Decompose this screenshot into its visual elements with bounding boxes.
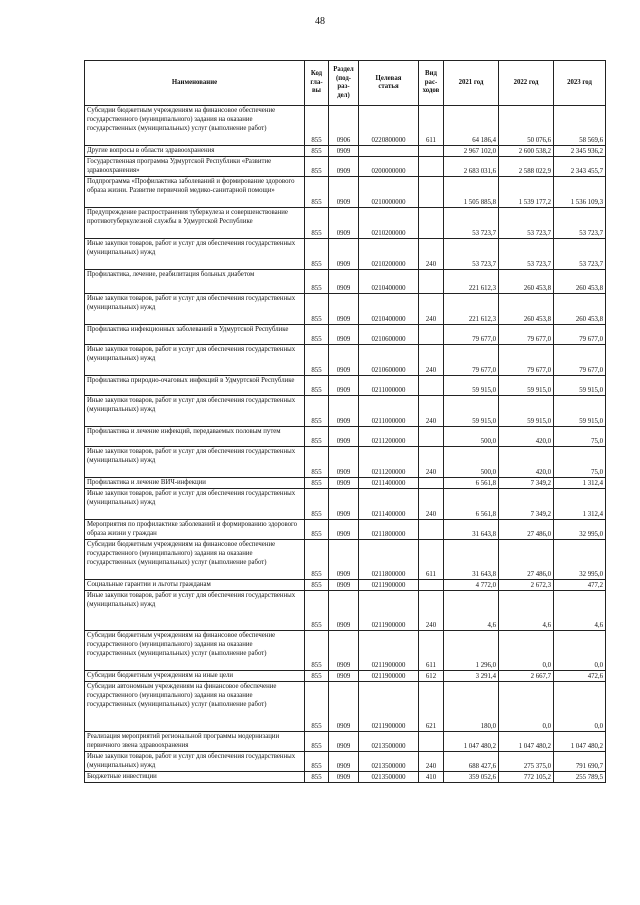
row-name: Субсидии бюджетным учреждениям на финансовое обеспечение государственного (муниципального) задания на оказание государственных (муниципальных) услуг (выполнение работ) — [85, 540, 305, 580]
row-target-article: 0210200000 — [359, 239, 419, 270]
row-amount-2022: 1 539 177,2 — [499, 177, 554, 208]
row-amount-2021: 180,0 — [444, 682, 499, 732]
row-target-article: 0211400000 — [359, 478, 419, 489]
row-amount-2021: 6 561,8 — [444, 478, 499, 489]
row-name: Мероприятия по профилактике заболеваний и формированию здорового образа жизни у граждан — [85, 520, 305, 540]
row-target-article: 0210600000 — [359, 325, 419, 345]
row-amount-2022: 50 076,6 — [499, 106, 554, 146]
row-section: 0909 — [329, 772, 359, 783]
row-section: 0909 — [329, 177, 359, 208]
row-amount-2023: 53 723,7 — [554, 239, 606, 270]
table-row — [85, 489, 606, 520]
row-amount-2021: 4 772,0 — [444, 580, 499, 591]
table-row — [85, 396, 606, 427]
row-section: 0909 — [329, 591, 359, 631]
row-name: Реализация мероприятий региональной программы модернизации первичного звена здравоохранения — [85, 732, 305, 752]
row-amount-2021: 31 643,8 — [444, 540, 499, 580]
row-section: 0909 — [329, 732, 359, 752]
row-chapter-code: 855 — [305, 208, 329, 239]
table-row — [85, 682, 606, 732]
row-amount-2022: 79 677,0 — [499, 325, 554, 345]
row-amount-2023: 2 345 936,2 — [554, 146, 606, 157]
page-number: 48 — [315, 16, 325, 27]
row-section: 0909 — [329, 447, 359, 478]
row-name: Профилактика и лечение ВИЧ-инфекции — [85, 478, 305, 489]
table-row — [85, 239, 606, 270]
row-section: 0909 — [329, 325, 359, 345]
row-amount-2022: 7 349,2 — [499, 478, 554, 489]
row-amount-2022: 53 723,7 — [499, 239, 554, 270]
table-row — [85, 447, 606, 478]
row-amount-2023: 1 536 109,3 — [554, 177, 606, 208]
row-amount-2021: 59 915,0 — [444, 376, 499, 396]
row-name: Бюджетные инвестиции — [85, 772, 305, 783]
row-amount-2021: 221 612,3 — [444, 294, 499, 325]
row-amount-2023: 32 995,0 — [554, 540, 606, 580]
row-chapter-code: 855 — [305, 447, 329, 478]
row-name: Профилактика и лечение инфекций, передаваемых половым путем — [85, 427, 305, 447]
table-row — [85, 325, 606, 345]
row-amount-2023: 260 453,8 — [554, 294, 606, 325]
row-name: Субсидии бюджетным учреждениям на финансовое обеспечение государственного (муниципального) задания на оказание государственных (муниципальных) услуг (выполнение работ) — [85, 106, 305, 146]
row-amount-2022: 53 723,7 — [499, 208, 554, 239]
row-section: 0909 — [329, 682, 359, 732]
row-amount-2022: 1 047 480,2 — [499, 732, 554, 752]
row-expense-type — [419, 157, 444, 177]
table-row — [85, 427, 606, 447]
row-name: Субсидии бюджетным учреждениям на финансовое обеспечение государственного (муниципального) задания на оказание государственных (муниципальных) услуг (выполнение работ) — [85, 631, 305, 671]
row-chapter-code: 855 — [305, 270, 329, 294]
header-expense-type: Вид рас- ходов — [419, 61, 444, 106]
row-amount-2023: 2 343 455,7 — [554, 157, 606, 177]
row-chapter-code: 855 — [305, 478, 329, 489]
row-name: Подпрограмма «Профилактика заболеваний и формирование здорового образа жизни. Развитие первичной медико-санитарной помощи» — [85, 177, 305, 208]
row-amount-2021: 59 915,0 — [444, 396, 499, 427]
row-name: Другие вопросы в области здравоохранения — [85, 146, 305, 157]
row-section: 0909 — [329, 270, 359, 294]
row-amount-2023: 0,0 — [554, 682, 606, 732]
row-target-article: 0200000000 — [359, 157, 419, 177]
table-row — [85, 376, 606, 396]
row-target-article: 0213500000 — [359, 752, 419, 772]
row-expense-type: 240 — [419, 239, 444, 270]
row-chapter-code: 855 — [305, 591, 329, 631]
row-amount-2023: 59 915,0 — [554, 376, 606, 396]
row-amount-2022: 2 667,7 — [499, 671, 554, 682]
table-row — [85, 631, 606, 671]
row-section: 0909 — [329, 489, 359, 520]
table-row — [85, 208, 606, 239]
table-row — [85, 772, 606, 783]
row-expense-type: 240 — [419, 447, 444, 478]
table-row — [85, 540, 606, 580]
budget-table — [84, 60, 606, 783]
row-amount-2023: 4,6 — [554, 591, 606, 631]
row-amount-2022: 2 600 538,2 — [499, 146, 554, 157]
row-target-article: 0211200000 — [359, 447, 419, 478]
row-section: 0909 — [329, 427, 359, 447]
row-expense-type: 612 — [419, 671, 444, 682]
row-amount-2023: 1 312,4 — [554, 478, 606, 489]
row-chapter-code: 855 — [305, 294, 329, 325]
header-2022: 2022 год — [499, 61, 554, 106]
row-chapter-code: 855 — [305, 396, 329, 427]
row-section: 0909 — [329, 239, 359, 270]
row-chapter-code: 855 — [305, 631, 329, 671]
row-expense-type — [419, 427, 444, 447]
row-chapter-code: 855 — [305, 376, 329, 396]
row-chapter-code: 855 — [305, 580, 329, 591]
row-amount-2023: 58 569,6 — [554, 106, 606, 146]
row-expense-type — [419, 208, 444, 239]
row-target-article: 0220800000 — [359, 106, 419, 146]
row-target-article: 0211900000 — [359, 671, 419, 682]
row-amount-2021: 79 677,0 — [444, 345, 499, 376]
row-amount-2021: 1 047 480,2 — [444, 732, 499, 752]
row-expense-type: 410 — [419, 772, 444, 783]
row-chapter-code: 855 — [305, 157, 329, 177]
row-name: Иные закупки товаров, работ и услуг для обеспечения государственных (муниципальных) нужд — [85, 239, 305, 270]
row-amount-2022: 59 915,0 — [499, 376, 554, 396]
row-target-article: 0210400000 — [359, 270, 419, 294]
row-chapter-code: 855 — [305, 732, 329, 752]
row-target-article: 0211000000 — [359, 376, 419, 396]
row-amount-2023: 1 047 480,2 — [554, 732, 606, 752]
row-amount-2022: 420,0 — [499, 447, 554, 478]
row-amount-2021: 6 561,8 — [444, 489, 499, 520]
row-expense-type — [419, 580, 444, 591]
table-row — [85, 294, 606, 325]
row-amount-2021: 53 723,7 — [444, 239, 499, 270]
row-amount-2023: 477,2 — [554, 580, 606, 591]
row-chapter-code: 855 — [305, 427, 329, 447]
table-row — [85, 732, 606, 752]
row-name: Субсидии бюджетным учреждениям на иные цели — [85, 671, 305, 682]
row-amount-2022: 420,0 — [499, 427, 554, 447]
row-chapter-code: 855 — [305, 682, 329, 732]
table-header-row — [85, 61, 606, 106]
row-section: 0909 — [329, 580, 359, 591]
row-amount-2021: 79 677,0 — [444, 325, 499, 345]
row-amount-2022: 4,6 — [499, 591, 554, 631]
table-row — [85, 177, 606, 208]
row-target-article: 0210000000 — [359, 177, 419, 208]
row-amount-2022: 27 486,0 — [499, 540, 554, 580]
row-amount-2022: 275 375,0 — [499, 752, 554, 772]
row-chapter-code: 855 — [305, 752, 329, 772]
row-expense-type — [419, 732, 444, 752]
row-amount-2022: 59 915,0 — [499, 396, 554, 427]
row-target-article: 0211200000 — [359, 427, 419, 447]
row-chapter-code: 855 — [305, 489, 329, 520]
row-chapter-code: 855 — [305, 345, 329, 376]
row-amount-2023: 79 677,0 — [554, 345, 606, 376]
row-amount-2022: 27 486,0 — [499, 520, 554, 540]
row-amount-2022: 79 677,0 — [499, 345, 554, 376]
row-amount-2021: 64 186,4 — [444, 106, 499, 146]
row-expense-type: 240 — [419, 752, 444, 772]
table-row — [85, 520, 606, 540]
row-expense-type: 240 — [419, 396, 444, 427]
row-name: Предупреждение распространения туберкулеза и совершенствование противотуберкулезной службы в Удмуртской Республике — [85, 208, 305, 239]
row-name: Профилактика, лечение, реабилитация больных диабетом — [85, 270, 305, 294]
row-amount-2021: 2 967 102,0 — [444, 146, 499, 157]
row-target-article: 0211900000 — [359, 580, 419, 591]
row-amount-2023: 1 312,4 — [554, 489, 606, 520]
row-section: 0909 — [329, 146, 359, 157]
row-amount-2021: 1 505 885,8 — [444, 177, 499, 208]
row-expense-type — [419, 376, 444, 396]
row-amount-2021: 4,6 — [444, 591, 499, 631]
row-name: Профилактика инфекционных заболеваний в Удмуртской Республике — [85, 325, 305, 345]
row-expense-type: 611 — [419, 106, 444, 146]
row-section: 0909 — [329, 478, 359, 489]
row-amount-2023: 79 677,0 — [554, 325, 606, 345]
row-section: 0909 — [329, 520, 359, 540]
row-section: 0909 — [329, 157, 359, 177]
row-target-article: 0213500000 — [359, 772, 419, 783]
row-section: 0909 — [329, 294, 359, 325]
row-target-article: 0211800000 — [359, 520, 419, 540]
row-amount-2021: 221 612,3 — [444, 270, 499, 294]
row-chapter-code: 855 — [305, 239, 329, 270]
row-amount-2023: 53 723,7 — [554, 208, 606, 239]
table-row — [85, 345, 606, 376]
table-row — [85, 157, 606, 177]
row-amount-2023: 260 453,8 — [554, 270, 606, 294]
row-chapter-code: 855 — [305, 106, 329, 146]
table-row — [85, 146, 606, 157]
row-target-article: 0210400000 — [359, 294, 419, 325]
row-target-article: 0213500000 — [359, 732, 419, 752]
row-amount-2023: 472,6 — [554, 671, 606, 682]
row-target-article: 0210200000 — [359, 208, 419, 239]
row-target-article: 0211400000 — [359, 489, 419, 520]
row-expense-type — [419, 270, 444, 294]
row-expense-type — [419, 478, 444, 489]
row-name: Иные закупки товаров, работ и услуг для обеспечения государственных (муниципальных) нужд — [85, 447, 305, 478]
row-amount-2022: 2 672,3 — [499, 580, 554, 591]
row-expense-type — [419, 520, 444, 540]
row-name: Социальные гарантии и льготы гражданам — [85, 580, 305, 591]
table-row — [85, 752, 606, 772]
row-amount-2021: 1 296,0 — [444, 631, 499, 671]
row-expense-type: 611 — [419, 631, 444, 671]
row-section: 0906 — [329, 106, 359, 146]
header-section: Раздел (под- раз- дел) — [329, 61, 359, 106]
row-chapter-code: 855 — [305, 520, 329, 540]
row-amount-2023: 255 789,5 — [554, 772, 606, 783]
row-amount-2022: 0,0 — [499, 682, 554, 732]
row-name: Иные закупки товаров, работ и услуг для обеспечения государственных (муниципальных) нужд — [85, 752, 305, 772]
table-row — [85, 591, 606, 631]
row-amount-2021: 688 427,6 — [444, 752, 499, 772]
row-amount-2023: 791 690,7 — [554, 752, 606, 772]
row-expense-type: 611 — [419, 540, 444, 580]
row-chapter-code: 855 — [305, 772, 329, 783]
row-chapter-code: 855 — [305, 146, 329, 157]
row-amount-2021: 2 683 031,6 — [444, 157, 499, 177]
row-chapter-code: 855 — [305, 177, 329, 208]
row-target-article: 0211000000 — [359, 396, 419, 427]
row-amount-2022: 0,0 — [499, 631, 554, 671]
row-name: Профилактика природно-очаговых инфекций в Удмуртской Республике — [85, 376, 305, 396]
row-section: 0909 — [329, 631, 359, 671]
row-amount-2022: 260 453,8 — [499, 270, 554, 294]
row-amount-2023: 75,0 — [554, 447, 606, 478]
row-target-article: 0211900000 — [359, 682, 419, 732]
row-chapter-code: 855 — [305, 540, 329, 580]
row-amount-2022: 260 453,8 — [499, 294, 554, 325]
table-row — [85, 580, 606, 591]
row-amount-2021: 500,0 — [444, 447, 499, 478]
table-row — [85, 106, 606, 146]
row-name: Иные закупки товаров, работ и услуг для обеспечения государственных (муниципальных) нужд — [85, 489, 305, 520]
row-amount-2023: 75,0 — [554, 427, 606, 447]
row-expense-type: 240 — [419, 591, 444, 631]
row-chapter-code: 855 — [305, 671, 329, 682]
row-name: Иные закупки товаров, работ и услуг для обеспечения государственных (муниципальных) нужд — [85, 396, 305, 427]
row-amount-2021: 359 052,6 — [444, 772, 499, 783]
header-name: Наименование — [85, 61, 305, 106]
row-section: 0909 — [329, 671, 359, 682]
row-expense-type — [419, 177, 444, 208]
row-chapter-code: 855 — [305, 325, 329, 345]
header-target-article: Целевая статья — [359, 61, 419, 106]
row-expense-type: 240 — [419, 489, 444, 520]
row-name: Иные закупки товаров, работ и услуг для обеспечения государственных (муниципальных) нужд — [85, 345, 305, 376]
row-expense-type: 240 — [419, 294, 444, 325]
row-name: Иные закупки товаров, работ и услуг для обеспечения государственных (муниципальных) нужд — [85, 591, 305, 631]
row-target-article: 0211900000 — [359, 631, 419, 671]
row-name: Иные закупки товаров, работ и услуг для обеспечения государственных (муниципальных) нужд — [85, 294, 305, 325]
row-expense-type — [419, 146, 444, 157]
row-name: Субсидии автономным учреждениям на финансовое обеспечение государственного (муниципального) задания на оказание государственных (муниципальных) услуг (выполнение работ) — [85, 682, 305, 732]
row-target-article: 0210600000 — [359, 345, 419, 376]
row-target-article: 0211900000 — [359, 591, 419, 631]
row-expense-type: 621 — [419, 682, 444, 732]
row-expense-type: 240 — [419, 345, 444, 376]
table-row — [85, 478, 606, 489]
row-amount-2023: 0,0 — [554, 631, 606, 671]
row-section: 0909 — [329, 345, 359, 376]
row-amount-2022: 772 105,2 — [499, 772, 554, 783]
header-chapter-code: Код гла- вы — [305, 61, 329, 106]
row-section: 0909 — [329, 752, 359, 772]
row-amount-2023: 32 995,0 — [554, 520, 606, 540]
table-row — [85, 671, 606, 682]
row-target-article: 0211800000 — [359, 540, 419, 580]
row-expense-type — [419, 325, 444, 345]
row-section: 0909 — [329, 376, 359, 396]
row-name: Государственная программа Удмуртской Республики «Развитие здравоохранения» — [85, 157, 305, 177]
row-amount-2023: 59 915,0 — [554, 396, 606, 427]
row-section: 0909 — [329, 396, 359, 427]
table-row — [85, 270, 606, 294]
row-amount-2021: 31 643,8 — [444, 520, 499, 540]
row-amount-2021: 53 723,7 — [444, 208, 499, 239]
row-section: 0909 — [329, 540, 359, 580]
header-2023: 2023 год — [554, 61, 606, 106]
header-2021: 2021 год — [444, 61, 499, 106]
row-amount-2022: 2 588 022,9 — [499, 157, 554, 177]
row-amount-2021: 3 291,4 — [444, 671, 499, 682]
row-amount-2022: 7 349,2 — [499, 489, 554, 520]
row-amount-2021: 500,0 — [444, 427, 499, 447]
row-section: 0909 — [329, 208, 359, 239]
row-target-article — [359, 146, 419, 157]
